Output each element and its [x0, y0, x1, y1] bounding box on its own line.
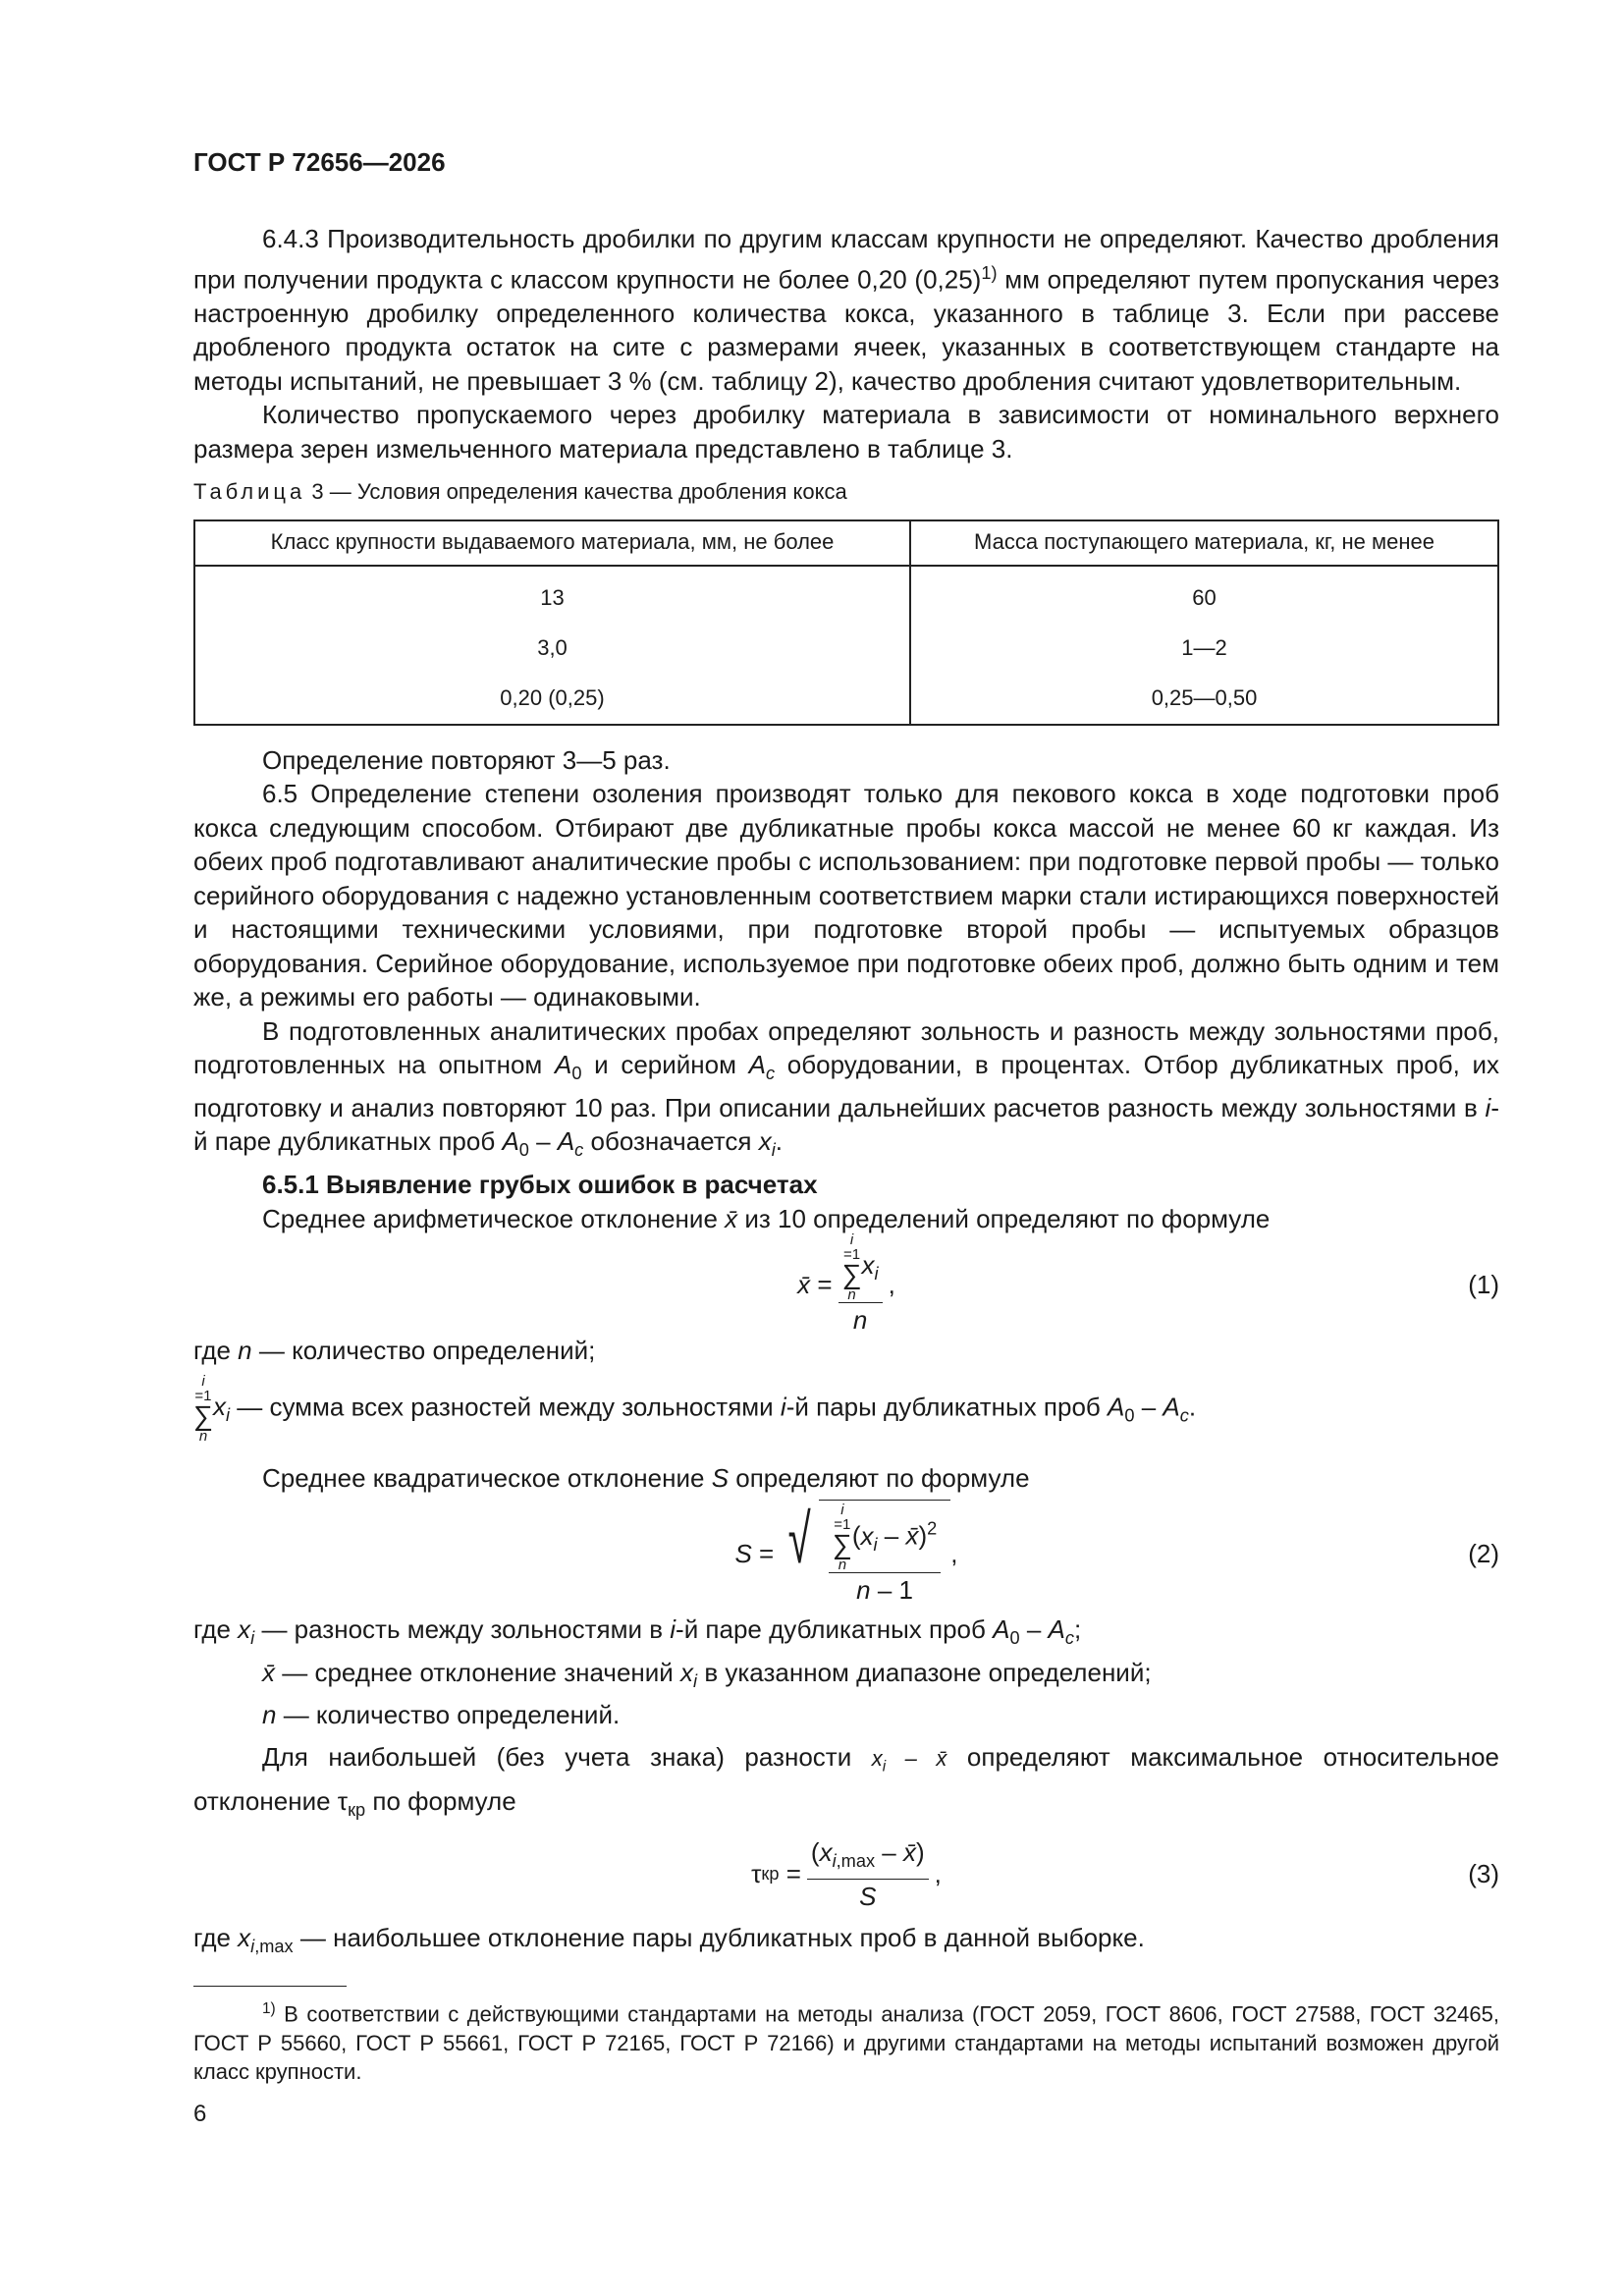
- paragraph-repeat: Определение повторяют 3—5 раз.: [262, 744, 671, 775]
- paragraph-max-dev: Для наибольшей (без учета знака) разности $x_i$ – x̄ определяют максимальное относительное отклонение $\tau_{кр}$ по формуле: [193, 1741, 1499, 1820]
- footnote: $^{1)}$ В соответствии с действующими стандартами на методы анализа (ГОСТ 2059, ГОСТ 8606, ГОСТ 27588, ГОСТ 32465, ГОСТ Р 55660, ГОСТ Р 55661, ГОСТ Р 72165, ГОСТ Р 72166) и другими стандартами на методы испытаний возможен другой класс крупности.: [193, 2000, 1499, 2084]
- table-caption: Таблица 3 — Условия определения качества дробления кокса: [193, 479, 847, 505]
- paragraph-quantity: Количество пропускаемого через дробилку материала в зависимости от номинального верхнего размера зерен измельченного материала представлено в таблице 3.: [193, 400, 1499, 464]
- table-cell: 3,0: [194, 624, 910, 674]
- formula-1: x̄ = i =1 ∑ n $x_i$ n , (1): [797, 1230, 1499, 1335]
- paragraph-ash: В подготовленных аналитических пробах определяют зольность и разность между зольностями проб, подготовленных на опытном $A_0$ и серийном $A_c$ оборудовании, в процентах. Отбор дубликатных проб, их подготовку и анализ повторяют 10 раз. При описании дальнейших расчетов разность между зольностями в i-й паре дубликатных проб $A_0 - A_c$ обозначается $x_i$.: [193, 1015, 1500, 1161]
- document-header: ГОСТ Р 72656—2026: [193, 147, 446, 177]
- where-ximax: где $x_{i,max}$ — наибольшее отклонение пары дубликатных проб в данной выборке.: [193, 1923, 1145, 1957]
- where-xi: где $x_i$ — разность между зольностями в i-й паре дубликатных проб $A_0 - A_c$;: [193, 1614, 1082, 1649]
- table-header-mass: Масса поступающего материала, кг, не менее: [910, 520, 1498, 566]
- paragraph-6-5: 6.5 Определение степени озоления производят только для пекового кокса в ходе подготовки проб кокса следующим способом. Отбирают две дубликатные пробы кокса массой не менее 60 кг каждая. Из обеих проб подготавливают аналитические пробы с использованием: при подготовке первой пробы — только серийного оборудования с надежно установленным соответствием марки стали истирающихся поверхностей и настоящими техническими условиями, при подготовке второй пробы — испытуемых образцов оборудования. Серийное оборудование, используемое при подготовке обеих проб, должно быть одним и тем же, а режимы его работы — одинаковыми.: [193, 779, 1499, 1012]
- document-body: [193, 222, 1499, 2131]
- where-xbar: x̄ — среднее отклонение значений $x_i$ в указанном диапазоне определений;: [262, 1657, 1152, 1691]
- paragraph-6-4-3: 6.4.3 Производительность дробилки по другим классам крупности не определяют. Качество дробления при получении продукта с классом крупности не более 0,20 $(0,25)^{1)}$ мм определяют путем пропускания через настроенную дробилку определенного количества кокса, указанного в таблице 3. Если при рассеве дробленого продукта остаток на сите с размерами ячеек, указанных в соответствующем стандарте на методы испытаний, не превышает 3 % (см. таблицу 2), качество дробления считают удовлетворительным.: [193, 224, 1499, 396]
- table-cell: 0,25—0,50: [910, 674, 1498, 725]
- paragraph-stddev: Среднее квадратическое отклонение S определяют по формуле: [262, 1462, 1030, 1493]
- table-row: [194, 674, 1498, 725]
- page-number: 6: [193, 2100, 207, 2127]
- equation-number: (2): [1468, 1538, 1499, 1568]
- table-row: [194, 566, 1498, 624]
- where-n: где n — количество определений;: [193, 1336, 596, 1366]
- where-sum: i =1 ∑ n $x_i$ — сумма всех разностей между зольностями i-й пары дубликатных проб $A_0 - A_c$.: [193, 1372, 1197, 1445]
- equation-number: (1): [1468, 1269, 1499, 1299]
- equation-number: (3): [1468, 1859, 1499, 1889]
- paragraph-mean: Среднее арифметическое отклонение x̄ из 10 определений определяют по формуле: [262, 1203, 1271, 1233]
- table-row: [194, 624, 1498, 674]
- footnote-divider: [193, 1986, 347, 1987]
- table-cell: 60: [910, 566, 1498, 624]
- formula-3: τ кр = $\frac{(x_{i,max} - x̄)}{S}$ , (3): [751, 1836, 1499, 1911]
- section-heading-6-5-1: 6.5.1 Выявление грубых ошибок в расчетах: [262, 1170, 818, 1200]
- table-header-size-class: Класс крупности выдаваемого материала, мм, не более: [194, 520, 910, 566]
- table-cell: 0,20 (0,25): [194, 674, 910, 725]
- footnote-ref: 1): [981, 262, 998, 283]
- table-cell: 1—2: [910, 624, 1498, 674]
- table-3: [193, 519, 1499, 726]
- table-cell: 13: [194, 566, 910, 624]
- where-n2: n — количество определений.: [262, 1700, 621, 1730]
- formula-2: S = √ i =1 ∑ n ($x_i$ – x̄)$^2$ n – 1 , (2): [193, 1495, 1499, 1613]
